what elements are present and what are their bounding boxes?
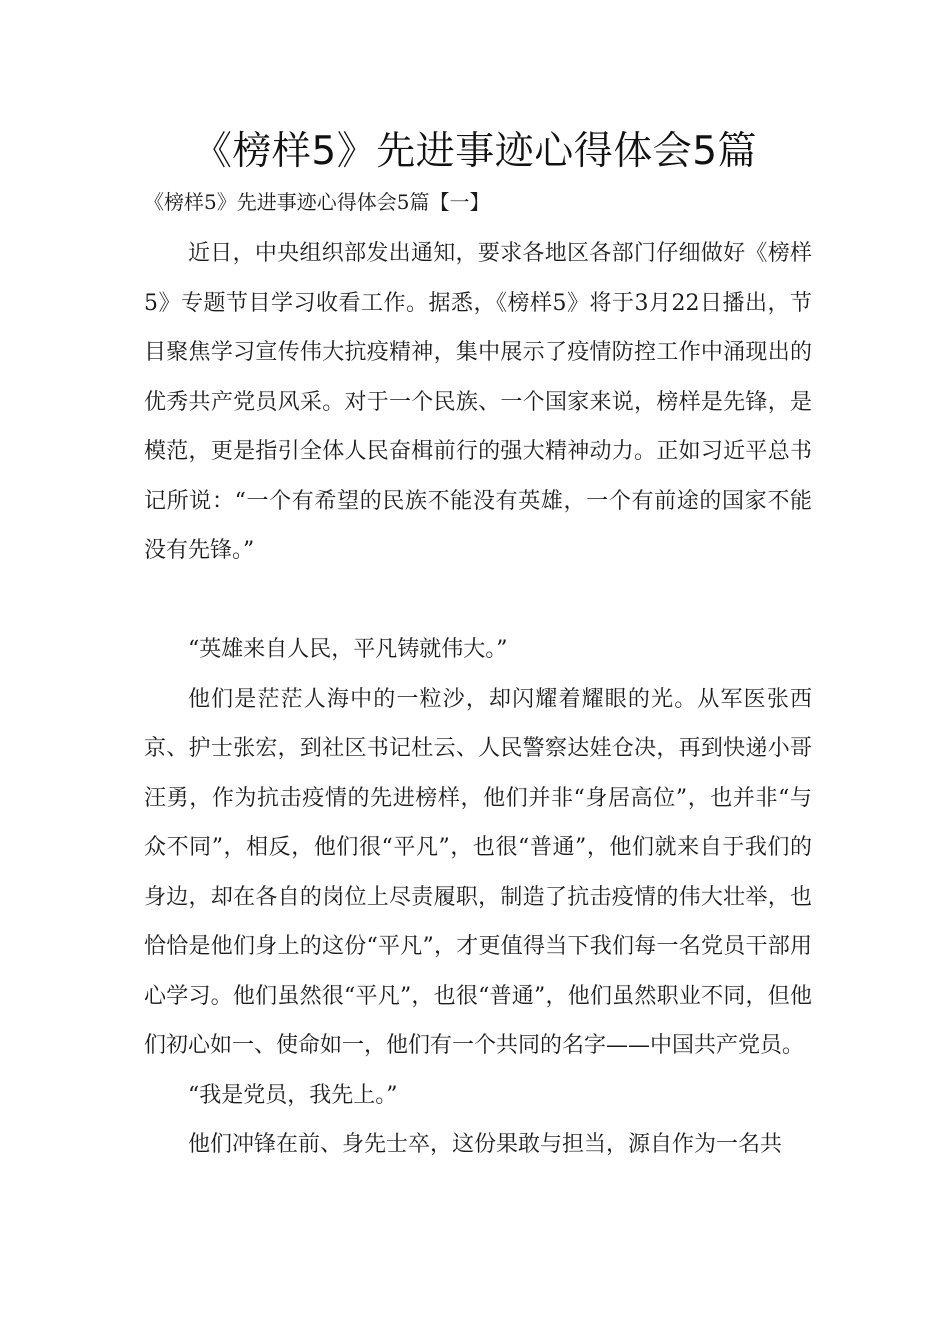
- paragraph-quote-heroes: “英雄来自人民，平凡铸就伟大。”: [188, 637, 508, 662]
- document-title: 《榜样5》先进事迹心得体会5篇: [192, 129, 758, 174]
- section-heading: 《榜样5》先进事迹心得体会5篇【一】: [144, 190, 490, 214]
- paragraph-vanguard: 他们冲锋在前、身先士卒，这份果敢与担当，源自作为一名共: [188, 1132, 783, 1157]
- paragraph-quote-party-member: “我是党员，我先上。”: [188, 1082, 398, 1108]
- document-body: [144, 229, 812, 1170]
- paragraph-intro: 近日，中央组织部发出通知，要求各地区各部门仔细做好《榜样5》专题节目学习收看工作。据悉，《榜样5》将于3月22日播出，节目聚焦学习宣传伟大抗疫精神，集中展示了疫情防控工作中涌现出的优秀共产党员风采。对于一个民族、一个国家来说，榜样是先锋，是模范，更是指引全体人民奋楫前行的强大精神动力。正如习近平总书记所说：“一个有希望的民族不能没有英雄，一个有前途的国家不能没有先锋。”: [144, 241, 812, 563]
- paragraph-heroes: 他们是茫茫人海中的一粒沙，却闪耀着耀眼的光。从军医张西京、护士张宏，到社区书记杜云、人民警察达娃仓决，再到快递小哥汪勇，作为抗击疫情的先进榜样，他们并非“身居高位”，也并非“与众不同”，相反，他们很“平凡”，也很“普通”，他们就来自于我们的身边，却在各自的岗位上尽责履职，制造了抗击疫情的伟大壮举，也恰恰是他们身上的这份“平凡”，才更值得当下我们每一名党员干部用心学习。他们虽然很“平凡”，也很“普通”，他们虽然职业不同，但他们初心如一、使命如一，他们有一个共同的名字——中国共产党员。: [144, 686, 812, 1058]
- paragraph-spacer: [144, 576, 812, 626]
